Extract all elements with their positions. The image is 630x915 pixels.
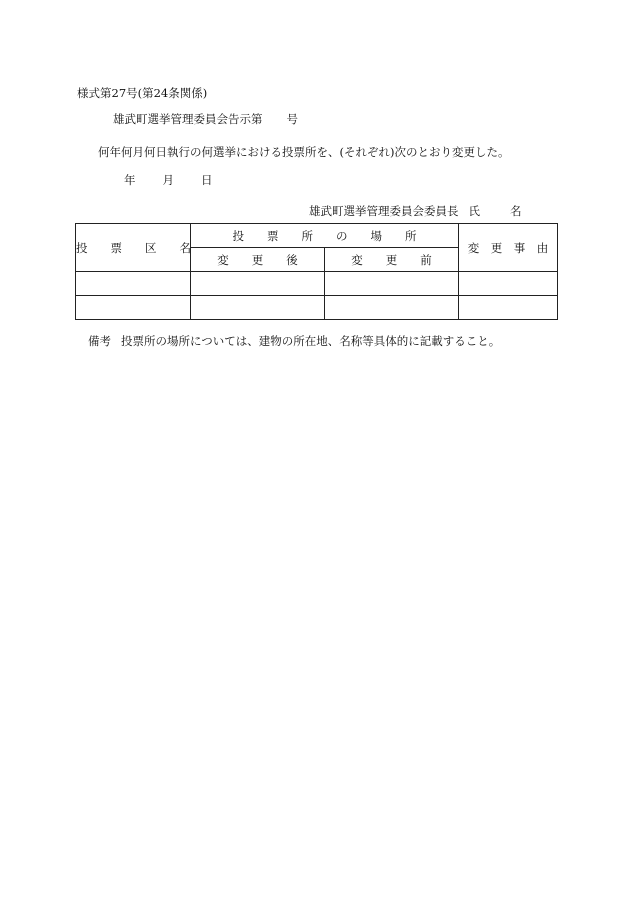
signer-given: 名 [510,204,522,218]
header-district: 投 票 区 名 [76,224,191,272]
table-cell [459,296,558,320]
table-cell [76,272,191,296]
remarks-label: 備考 [88,334,111,348]
signer-family: 氏 [468,204,480,218]
body-text: 何年何月何日執行の何選挙における投票所を、(それぞれ)次のとおり変更した。 [98,145,510,159]
table-cell [459,272,558,296]
header-reason: 変 更 事 由 [459,224,558,272]
remarks [88,333,500,349]
header-location: 投 票 所 の 場 所 [191,224,459,248]
header-before: 変 更 前 [325,248,459,272]
table-cell [325,296,459,320]
signer-line [309,203,522,219]
date-year: 年 [124,173,136,187]
table-cell [76,296,191,320]
header-after: 変 更 後 [191,248,325,272]
table-cell [191,296,325,320]
date-day: 日 [201,173,213,187]
notice-header [113,111,298,127]
date-line [124,172,240,188]
remarks-text: 投票所の場所については、建物の所在地、名称等具体的に記載すること。 [121,334,501,348]
table-row [76,296,558,320]
table-cell [325,272,459,296]
table-row [76,272,558,296]
date-month: 月 [162,173,174,187]
notice-title: 雄武町選挙管理委員会告示第 [113,112,263,126]
form-number: 様式第27号(第24条関係) [77,86,208,100]
notice-number-suffix: 号 [286,112,298,126]
table-cell [191,272,325,296]
signer-title: 雄武町選挙管理委員会委員長 [309,204,459,218]
polling-change-table [75,223,558,320]
